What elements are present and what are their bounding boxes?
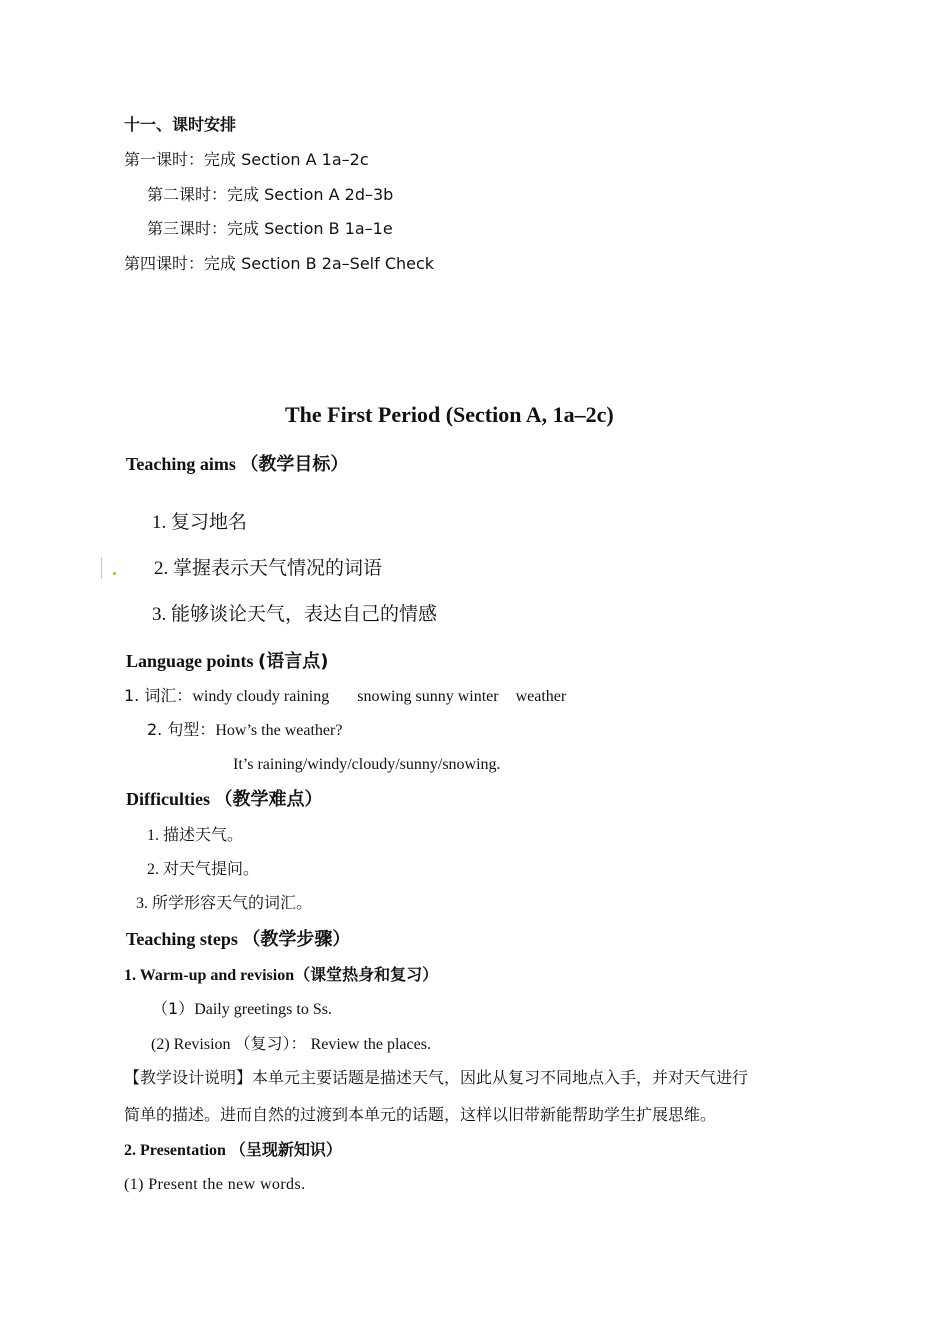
schedule-lesson-2 (147, 187, 393, 204)
step1-item-text: Daily greetings to Ss. (194, 1001, 332, 1018)
lesson-text: 完成 Section B 1a–1e (227, 219, 393, 238)
lesson-text: 完成 Section A 2d–3b (227, 185, 394, 204)
lesson-label: 第四课时： (124, 254, 205, 273)
difficulties-heading-en: Difficulties (126, 789, 210, 809)
step1-item2-cn: （复习）： (234, 1034, 307, 1053)
step2-title (124, 1142, 342, 1159)
pattern-label: 2. 句型： (147, 720, 216, 739)
aims-heading-cn: （教学目标） (240, 454, 349, 475)
period-title: The First Period (Section A, 1a–2c) (285, 402, 614, 427)
lesson-label: 第二课时： (147, 185, 228, 204)
aims-item-number: 3. (152, 604, 167, 625)
schedule-lesson-1 (124, 152, 369, 169)
step2-title-en: 2. Presentation (124, 1142, 226, 1159)
pattern-question: How’s the weather? (215, 722, 343, 739)
step1-item2-text: Review the places. (310, 1036, 431, 1053)
lesson-text: 完成 Section A 1a–2c (204, 150, 369, 169)
aims-item-text: 复习地名 (171, 511, 248, 533)
vocab-line (124, 688, 566, 705)
step1-title-en: 1. Warm-up and revision (124, 967, 295, 984)
lesson-label: 第一课时： (124, 150, 205, 169)
steps-heading-en: Teaching steps (126, 929, 238, 949)
step1-item-number: （1） (152, 999, 195, 1018)
difficulties-item-number: 2. (147, 861, 159, 878)
lesson-text: 完成 Section B 2a–Self Check (204, 254, 435, 273)
pattern-answer: It’s raining/windy/cloudy/sunny/snowing. (233, 756, 501, 773)
aims-item-number: 1. (152, 512, 167, 533)
difficulties-item-text: 所学形容天气的词汇。 (152, 893, 313, 912)
step1-item-2 (151, 1036, 431, 1053)
schedule-heading: 十一、课时安排 (124, 115, 237, 134)
difficulties-item-number: 3. (136, 895, 148, 912)
language-heading (126, 652, 329, 671)
steps-heading (126, 930, 350, 949)
step2-item-1: (1) Present the new words. (124, 1176, 306, 1193)
language-heading-en: Language points (126, 651, 254, 671)
aims-item-text: 能够谈论天气，表达自己的情感 (171, 603, 438, 625)
step1-item-1 (152, 1001, 332, 1018)
difficulties-item-1 (147, 827, 243, 844)
difficulties-item-text: 对天气提问。 (163, 859, 260, 878)
aims-item-3 (152, 605, 437, 624)
step1-title (124, 967, 438, 984)
lesson-label: 第三课时： (147, 219, 228, 238)
aims-item-text: 掌握表示天气情况的词语 (173, 557, 383, 579)
vocab-words-2: snowing sunny winter (357, 688, 499, 705)
schedule-lesson-4 (124, 256, 434, 273)
difficulties-item-number: 1. (147, 827, 159, 844)
vocab-words-3: weather (515, 688, 567, 705)
language-heading-cn: (语言点) (258, 651, 329, 672)
design-note-line-1: 【教学设计说明】本单元主要话题是描述天气，因此从复习不同地点入手，并对天气进行 (124, 1068, 749, 1087)
step1-title-cn: （课堂热身和复习） (294, 965, 439, 984)
aims-item-2 (154, 559, 382, 578)
margin-dot-marker (113, 572, 116, 575)
step2-title-cn: （呈现新知识） (229, 1140, 342, 1159)
aims-heading-en: Teaching aims (126, 454, 236, 474)
margin-change-bar (101, 557, 102, 579)
aims-item-1 (152, 513, 247, 532)
design-note-line-2: 简单的描述。进而自然的过渡到本单元的话题，这样以旧带新能帮助学生扩展思维。 (124, 1105, 717, 1124)
steps-heading-cn: （教学步骤） (242, 929, 351, 950)
difficulties-heading-cn: （教学难点） (214, 789, 323, 810)
step1-item2-number: (2) Revision (151, 1036, 231, 1053)
difficulties-item-text: 描述天气。 (163, 825, 244, 844)
difficulties-item-2 (147, 861, 259, 878)
difficulties-item-3 (136, 895, 312, 912)
aims-heading (126, 455, 348, 474)
aims-item-number: 2. (154, 558, 169, 579)
pattern-line (147, 722, 342, 739)
vocab-words-1: windy cloudy raining (192, 688, 330, 705)
vocab-label: 1. 词汇： (124, 686, 193, 705)
difficulties-heading (126, 790, 322, 809)
schedule-lesson-3 (147, 221, 393, 238)
